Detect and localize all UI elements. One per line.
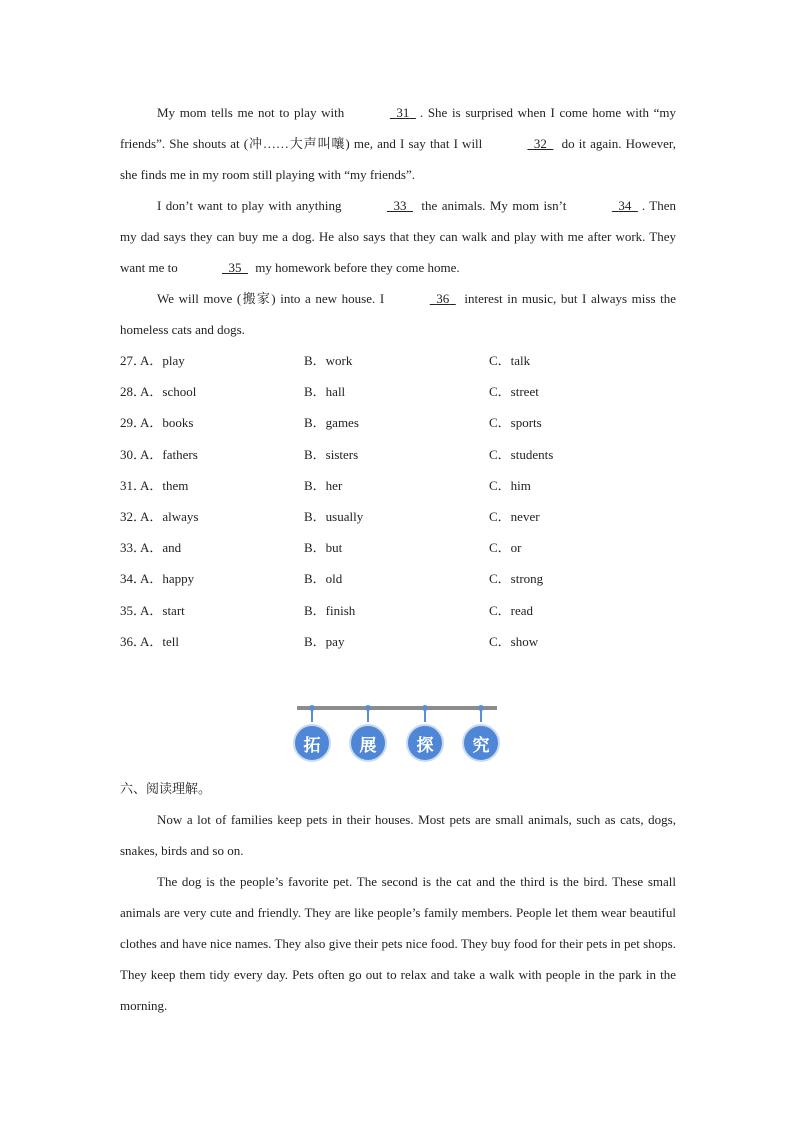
option-row (120, 532, 676, 563)
blank-35 (181, 252, 252, 283)
text: . Then my dad says they can buy me a dog. He also says that they can walk and play with me after work. They want me to (120, 198, 676, 275)
banner-bar (297, 706, 497, 710)
option-a: A．start (140, 602, 185, 618)
cloze-paragraph-2 (120, 190, 676, 283)
option-b: B．sisters (304, 446, 359, 462)
banner-char-2: 展 (349, 724, 387, 762)
blank-36 (389, 283, 460, 314)
cloze-paragraph-1 (120, 97, 676, 190)
blank-34 (571, 190, 642, 221)
option-a: A．them (140, 477, 189, 493)
option-c: C．strong (489, 571, 544, 587)
blank-number: 32 (533, 136, 547, 151)
option-row (120, 376, 676, 407)
text: the animals. My mom isn’t (416, 198, 571, 213)
blank-number: 31 (396, 105, 410, 120)
reading-passage (120, 804, 676, 1021)
option-c: C．never (489, 508, 540, 524)
option-row (120, 439, 676, 470)
option-b: B．games (304, 415, 359, 431)
option-c: C．talk (489, 353, 531, 368)
option-a: A．tell (140, 633, 179, 649)
option-c: C．street (489, 384, 539, 400)
section-title: 六、阅读理解。 (120, 781, 212, 796)
question-number: 28． (120, 384, 147, 400)
banner-char-4: 究 (462, 724, 500, 762)
option-b: B．old (304, 571, 343, 587)
option-a: A．happy (140, 571, 195, 587)
option-b: B．her (304, 477, 343, 493)
option-row (120, 345, 676, 376)
option-a: A．books (140, 415, 194, 431)
question-number: 34． (120, 571, 147, 587)
option-c: C．show (489, 633, 539, 649)
question-number: 27． (120, 353, 147, 368)
option-b: B．finish (304, 602, 356, 618)
option-c: C．him (489, 477, 531, 493)
options-list (120, 345, 676, 657)
text: my homework before they come home. (252, 260, 460, 275)
option-b: B．work (304, 353, 353, 368)
banner-stem (480, 708, 482, 722)
reading-paragraph-2: The dog is the people’s favorite pet. The second is the cat and the third is the bird. These small animals are very cute and friendly. They are like people’s family members. People let them wear beautiful clothes and have nice names. They also give their pets nice food. They buy food for their pets in pet shops. They keep them tidy every day. Pets often go out to relax and take a walk with people in the park in the morning. (120, 874, 676, 1013)
option-row (120, 626, 676, 657)
blank-31 (349, 97, 420, 128)
text: My mom tells me not to play with (157, 105, 349, 120)
blank-number: 34 (618, 198, 632, 213)
blank-33 (346, 190, 417, 221)
text: I don’t want to play with anything (157, 198, 346, 213)
banner-stem (311, 708, 313, 722)
option-a: A．school (140, 384, 197, 400)
blank-32 (486, 128, 557, 159)
question-number: 35． (120, 602, 147, 618)
option-c: C．or (489, 540, 522, 556)
option-row (120, 407, 676, 438)
text: do it again. However, she finds me in my room still playing with “my friends”. (120, 136, 676, 182)
banner-stem (424, 708, 426, 722)
blank-number: 35 (228, 260, 242, 275)
cloze-paragraph-3 (120, 283, 676, 345)
blank-number: 33 (393, 198, 407, 213)
option-a: A．play (140, 353, 185, 368)
cloze-passage (120, 97, 676, 657)
question-number: 29． (120, 415, 147, 431)
option-row (120, 470, 676, 501)
text: . She is surprised when I come home with “my friends”. She shouts at (冲……大声叫嚷) me, and I say that I will (120, 105, 677, 151)
option-b: B．hall (304, 384, 346, 400)
option-a: A．and (140, 540, 182, 556)
text: We will move (搬家) into a new house. I (157, 291, 389, 306)
question-number: 36． (120, 633, 147, 649)
reading-paragraph-1: Now a lot of families keep pets in their houses. Most pets are small animals, such as cats, dogs, snakes, birds and so on. (120, 812, 676, 858)
option-a: A．always (140, 508, 199, 524)
question-number: 33． (120, 540, 147, 556)
option-c: C．read (489, 602, 534, 618)
option-c: C．students (489, 446, 554, 462)
expand-explore-banner (293, 700, 499, 762)
option-a: A．fathers (140, 446, 198, 462)
question-number: 31． (120, 477, 147, 493)
banner-char-1: 拓 (293, 724, 331, 762)
text: interest in music, but I always miss the homeless cats and dogs. (120, 291, 676, 337)
option-row (120, 595, 676, 626)
option-row (120, 501, 676, 532)
option-b: B．usually (304, 508, 364, 524)
option-row (120, 563, 676, 594)
option-b: B．pay (304, 633, 345, 649)
blank-number: 36 (436, 291, 450, 306)
question-number: 30． (120, 446, 147, 462)
option-b: B．but (304, 540, 343, 556)
question-number: 32． (120, 508, 147, 524)
banner-char-3: 探 (406, 724, 444, 762)
banner-stem (367, 708, 369, 722)
option-c: C．sports (489, 415, 542, 431)
